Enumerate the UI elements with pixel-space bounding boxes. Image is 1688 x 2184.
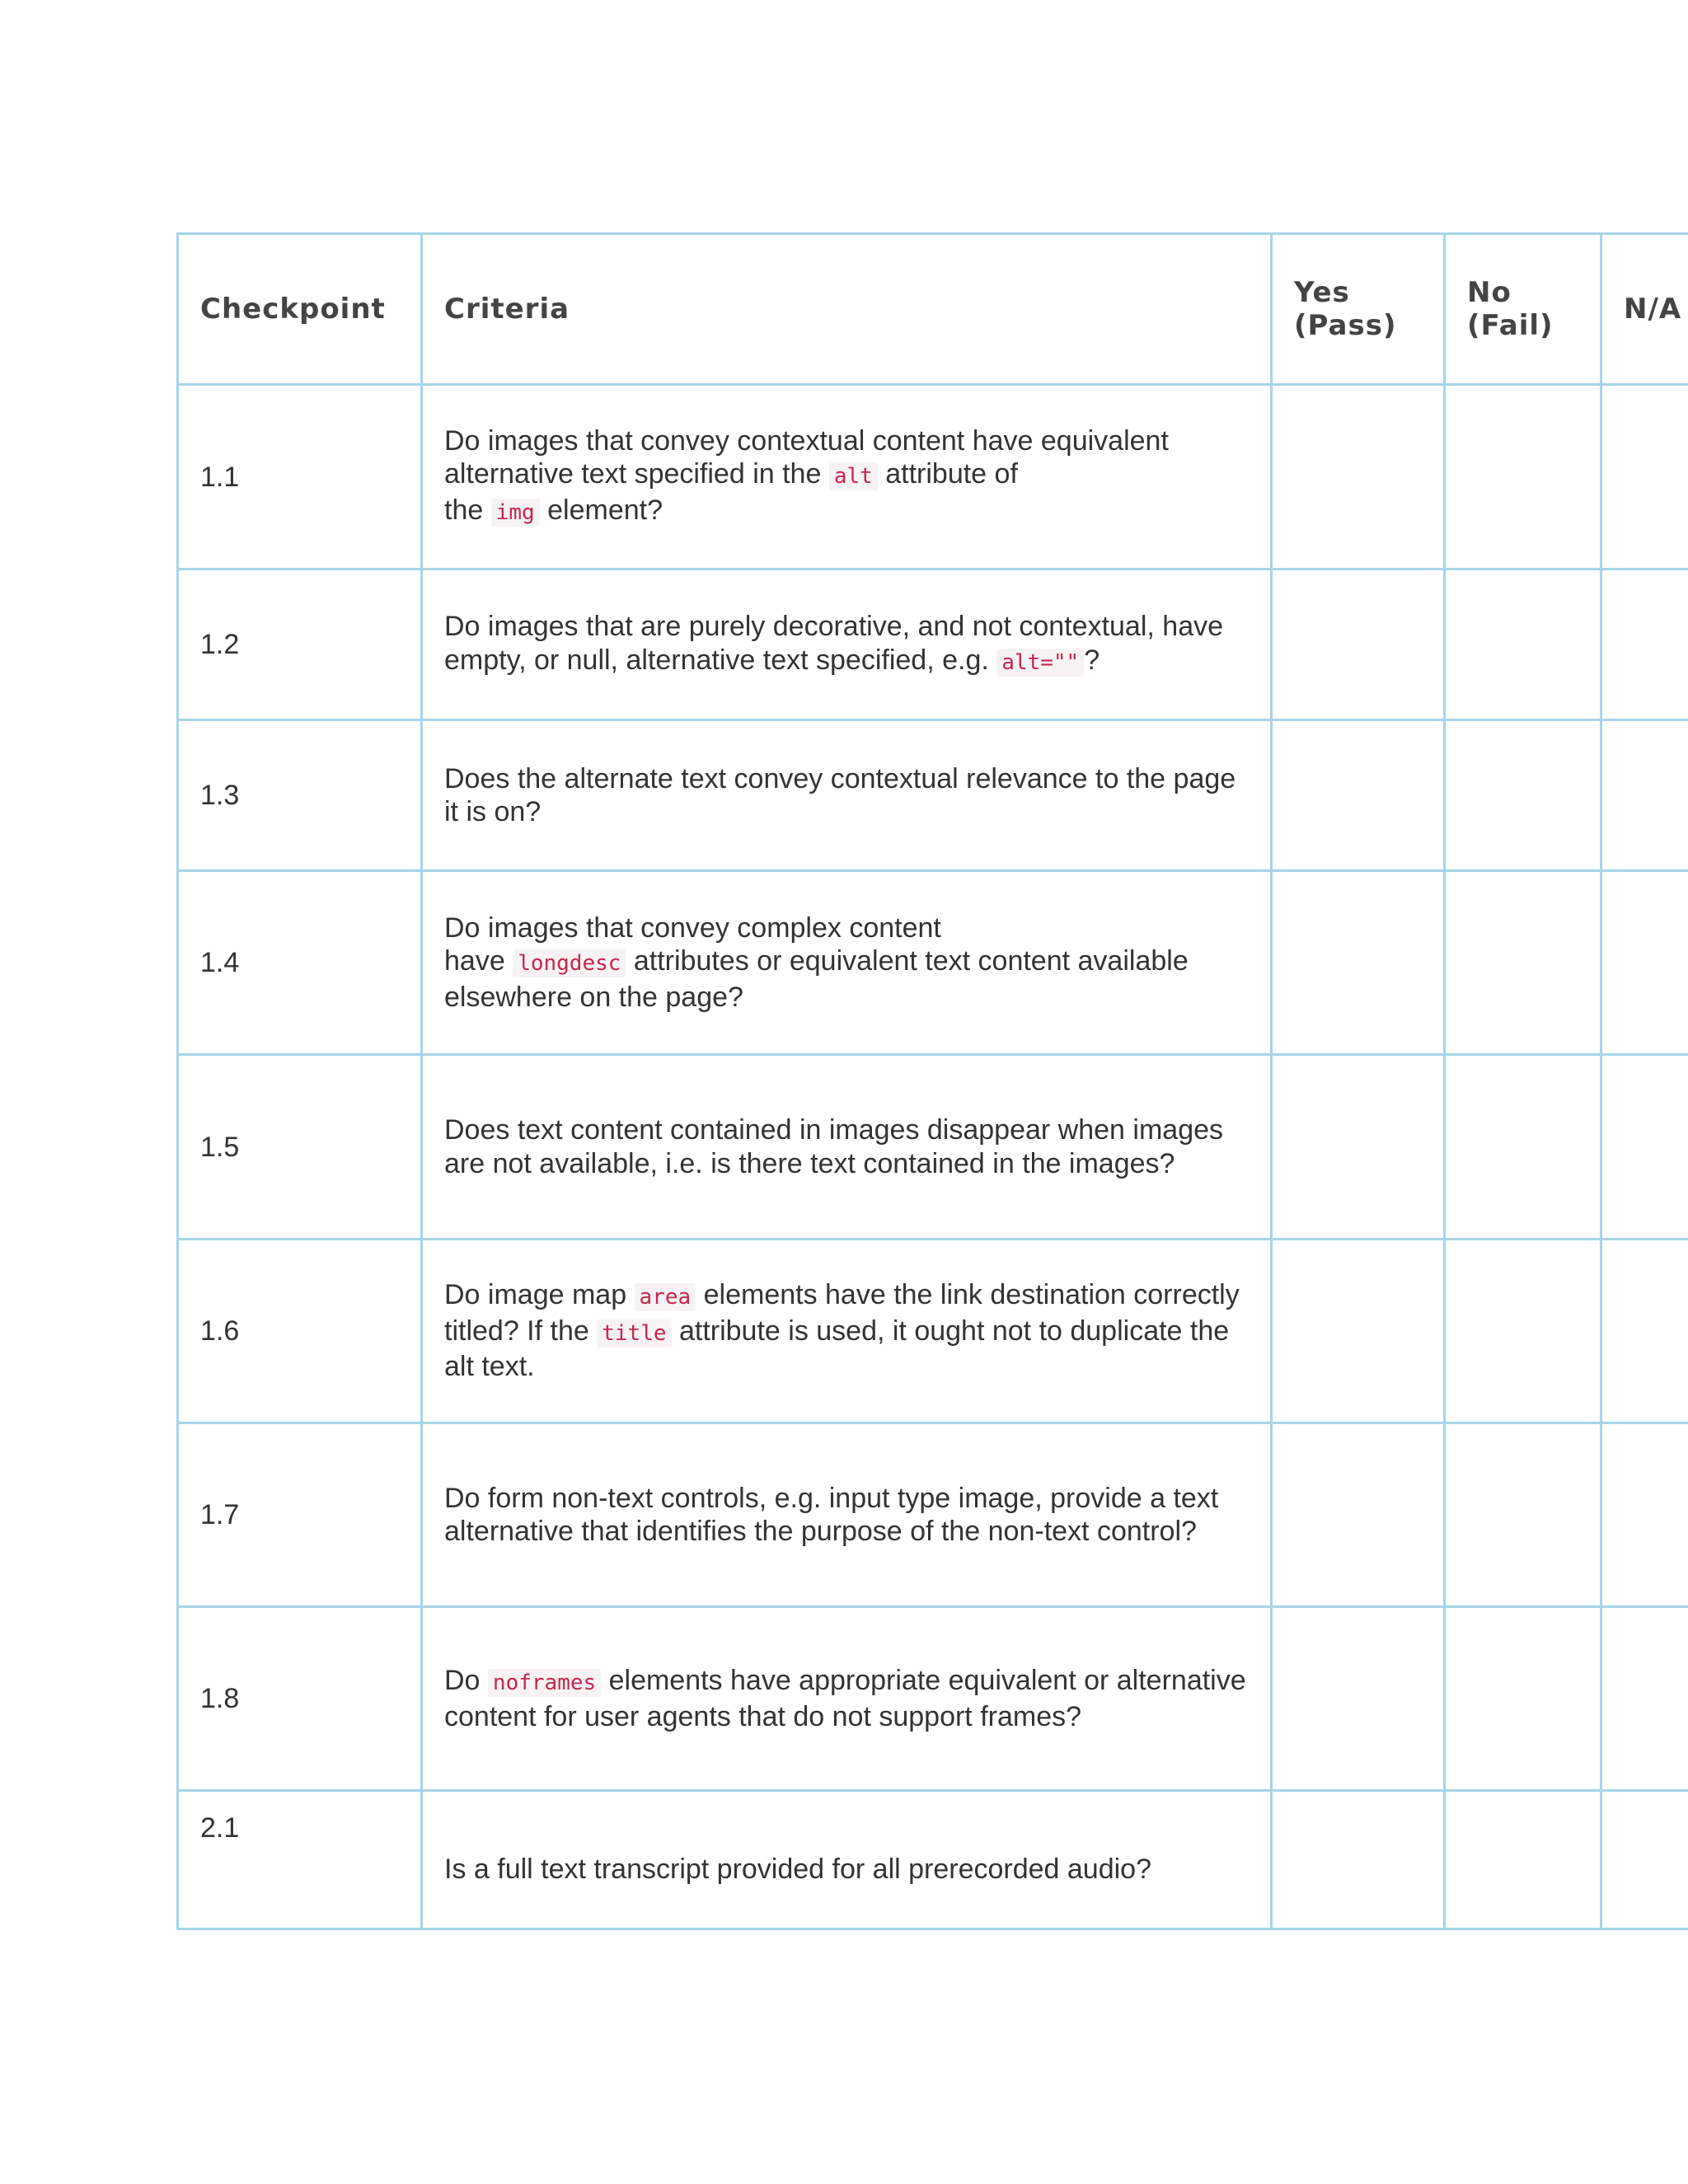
criteria-text: attribute of <box>877 458 1018 490</box>
yes-pass-cell[interactable] <box>1272 385 1445 569</box>
not-applicable-cell[interactable] <box>1601 871 1688 1055</box>
criteria-text: Does the alternate text convey contextual relevance to the page it is on? <box>444 762 1236 827</box>
criteria-cell <box>422 1607 1272 1791</box>
not-applicable-cell[interactable] <box>1601 385 1688 569</box>
criteria-cell <box>422 385 1272 569</box>
yes-pass-cell[interactable] <box>1272 1055 1445 1240</box>
inline-code: alt <box>829 462 878 490</box>
criteria-text: have <box>444 945 513 977</box>
criteria-text: elements have appropriate equivalent or alternative content for user agents that do not support frames? <box>444 1665 1246 1732</box>
no-fail-cell[interactable] <box>1445 1423 1601 1607</box>
yes-pass-cell[interactable] <box>1272 720 1445 871</box>
checkpoint-cell: 1.7 <box>178 1423 422 1607</box>
table-row <box>178 871 1688 1055</box>
criteria-text: Do images that convey complex content <box>444 912 941 944</box>
checkpoint-cell: 2.1 <box>178 1791 422 1929</box>
criteria-text: Do images that are purely decorative, and not contextual, have empty, or null, alternative text specified, e.g. <box>444 611 1224 676</box>
checkpoint-cell: 1.6 <box>178 1240 422 1423</box>
table-row <box>178 1607 1688 1791</box>
criteria-text: Do images that convey contextual content have equivalent alternative text specified in the <box>444 424 1169 490</box>
criteria-text: ? <box>1084 644 1100 676</box>
criteria-cell <box>422 1240 1272 1423</box>
yes-pass-cell[interactable] <box>1272 871 1445 1055</box>
table-row <box>178 385 1688 569</box>
criteria-text: Do form non-text controls, e.g. input type image, provide a text alternative that identifies the purpose of the non-text control? <box>444 1482 1219 1547</box>
criteria-text: element? <box>539 494 663 526</box>
yes-pass-cell[interactable] <box>1272 1423 1445 1607</box>
no-fail-cell[interactable] <box>1445 1791 1601 1929</box>
inline-code: title <box>597 1319 671 1347</box>
no-fail-cell[interactable] <box>1445 1607 1601 1791</box>
criteria-text: Does text content contained in images disappear when images are not available, i.e. is there text contained in the images? <box>444 1114 1224 1179</box>
not-applicable-cell[interactable] <box>1601 720 1688 871</box>
table-row <box>178 720 1688 871</box>
table-body <box>178 385 1688 1929</box>
header-yes-pass: Yes (Pass) <box>1272 234 1445 385</box>
accessibility-checklist-table <box>176 232 1688 1930</box>
criteria-cell <box>422 569 1272 720</box>
criteria-text: Do image map <box>444 1279 635 1311</box>
criteria-cell <box>422 1055 1272 1240</box>
criteria-cell <box>422 1423 1272 1607</box>
criteria-text: the <box>444 494 491 526</box>
criteria-text: Is a full text transcript provided for all prerecorded audio? <box>444 1854 1152 1886</box>
checkpoint-cell: 1.2 <box>178 569 422 720</box>
not-applicable-cell[interactable] <box>1601 1240 1688 1423</box>
checkpoint-cell: 1.8 <box>178 1607 422 1791</box>
no-fail-cell[interactable] <box>1445 1240 1601 1423</box>
table-row <box>178 1055 1688 1240</box>
inline-code: alt="" <box>996 649 1084 677</box>
criteria-text: Do <box>444 1665 488 1696</box>
checkpoint-cell: 1.1 <box>178 385 422 569</box>
not-applicable-cell[interactable] <box>1601 1791 1688 1929</box>
no-fail-cell[interactable] <box>1445 1055 1601 1240</box>
not-applicable-cell[interactable] <box>1601 1423 1688 1607</box>
criteria-cell <box>422 871 1272 1055</box>
checkpoint-cell: 1.4 <box>178 871 422 1055</box>
table-header-row <box>178 234 1688 385</box>
header-no-fail: No (Fail) <box>1445 234 1601 385</box>
table-row <box>178 1240 1688 1423</box>
table-row <box>178 1791 1688 1929</box>
criteria-cell <box>422 720 1272 871</box>
criteria-cell <box>422 1791 1272 1929</box>
header-checkpoint: Checkpoint <box>178 234 422 385</box>
header-criteria: Criteria <box>422 234 1272 385</box>
inline-code: noframes <box>488 1669 601 1697</box>
header-not-applicable: N/A <box>1601 234 1688 385</box>
table-row <box>178 1423 1688 1607</box>
no-fail-cell[interactable] <box>1445 385 1601 569</box>
no-fail-cell[interactable] <box>1445 569 1601 720</box>
table-row <box>178 569 1688 720</box>
checkpoint-cell: 1.3 <box>178 720 422 871</box>
not-applicable-cell[interactable] <box>1601 569 1688 720</box>
not-applicable-cell[interactable] <box>1601 1055 1688 1240</box>
criteria-text: attributes or equivalent text content available elsewhere on the page? <box>444 945 1189 1013</box>
yes-pass-cell[interactable] <box>1272 1240 1445 1423</box>
inline-code: img <box>491 499 540 527</box>
checkpoint-cell: 1.5 <box>178 1055 422 1240</box>
no-fail-cell[interactable] <box>1445 720 1601 871</box>
not-applicable-cell[interactable] <box>1601 1607 1688 1791</box>
yes-pass-cell[interactable] <box>1272 1607 1445 1791</box>
no-fail-cell[interactable] <box>1445 871 1601 1055</box>
inline-code: area <box>635 1283 696 1311</box>
criteria-text: elements have the link destination correctly titled? If the <box>444 1279 1240 1347</box>
yes-pass-cell[interactable] <box>1272 1791 1445 1929</box>
criteria-text: attribute is used, it ought not to duplicate the alt text. <box>444 1315 1230 1383</box>
inline-code: longdesc <box>513 949 626 977</box>
yes-pass-cell[interactable] <box>1272 569 1445 720</box>
